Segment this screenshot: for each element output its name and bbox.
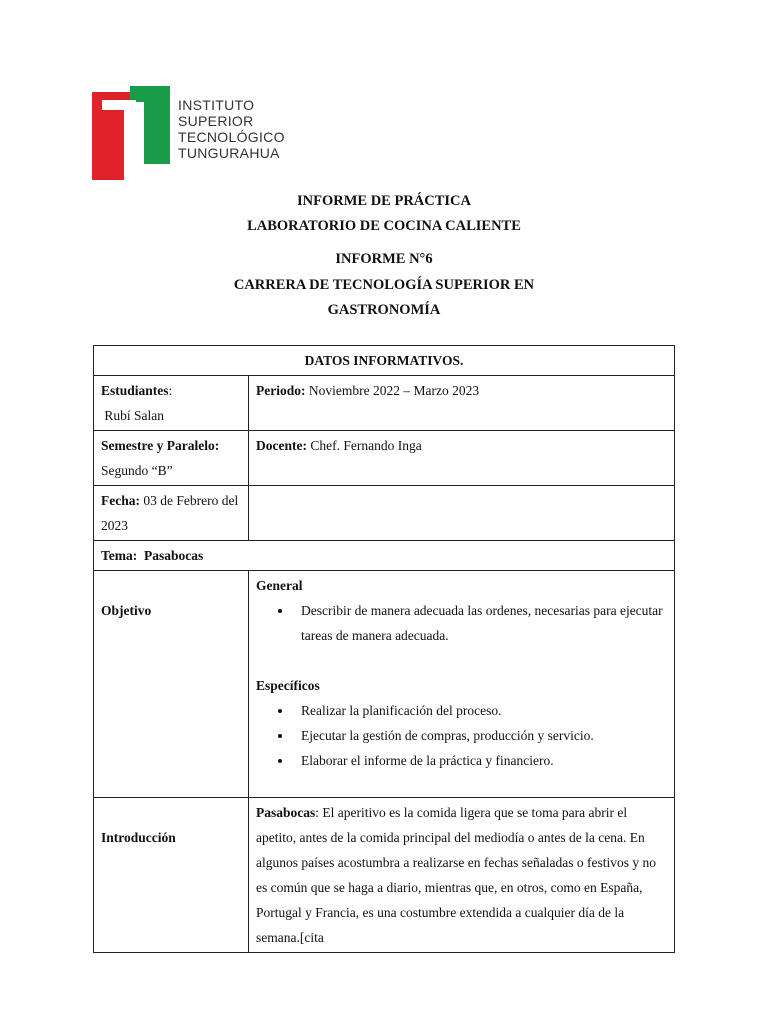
objective-label: Objetivo — [101, 603, 152, 618]
logo-green-bar — [130, 86, 170, 102]
career-title-line2: GASTRONOMÍA — [327, 302, 441, 318]
specific-item-1: Realizar la planificación del proceso. — [256, 698, 667, 723]
report-title: INFORME DE PRÁCTICA — [297, 193, 471, 209]
semester-cell — [94, 431, 249, 486]
section-title: DATOS INFORMATIVOS. — [94, 346, 675, 376]
logo-line-2: SUPERIOR — [178, 113, 254, 129]
period-label: Periodo: — [256, 383, 306, 398]
empty-cell — [249, 486, 675, 541]
info-table — [93, 345, 675, 953]
report-number: INFORME N°6 — [335, 251, 433, 267]
specific-item-2: Ejecutar la gestión de compras, producción y servicio. — [256, 723, 667, 748]
objective-content-cell — [249, 571, 675, 798]
semester-value: Segundo “B” — [101, 463, 173, 478]
students-label: Estudiantes — [101, 383, 169, 398]
specific-item-3: Elaborar el informe de la práctica y financiero. — [256, 748, 667, 773]
date-label: Fecha: — [101, 493, 140, 508]
students-cell: Estudiantes: Rubí Salan — [94, 376, 249, 431]
teacher-value: Chef. Fernando Inga — [306, 438, 422, 453]
intro-content-cell — [249, 798, 675, 953]
logo-text — [178, 97, 285, 161]
career-title-line1: CARRERA DE TECNOLOGÍA SUPERIOR EN — [233, 277, 535, 293]
teacher-cell — [249, 431, 675, 486]
semester-label: Semestre y Paralelo: — [101, 438, 220, 453]
period-value: Noviembre 2022 – Marzo 2023 — [305, 383, 480, 398]
lab-title: LABORATORIO DE COCINA CALIENTE — [247, 218, 521, 234]
logo-line-3: TECNOLÓGICO — [178, 129, 285, 145]
specific-label: Específicos — [256, 678, 320, 693]
date-value: 03 de Febrero del 2023 — [101, 493, 239, 533]
period-cell — [249, 376, 675, 431]
logo-line-4: TUNGURAHUA — [178, 145, 280, 161]
intro-term: Pasabocas — [256, 805, 316, 820]
logo-line-1: INSTITUTO — [178, 97, 255, 113]
general-label: General — [256, 578, 303, 593]
students-value: Rubí Salan — [104, 408, 164, 423]
date-cell — [94, 486, 249, 541]
topic-label: Tema: — [101, 548, 138, 563]
intro-label: Introducción — [101, 830, 176, 845]
teacher-label: Docente: — [256, 438, 307, 453]
intro-label-cell — [94, 798, 249, 953]
general-item: Describir de manera adecuada las ordenes, necesarias para ejecutar tareas de manera adecuada. — [256, 598, 667, 648]
objective-label-cell — [94, 571, 249, 798]
logo-green-stem — [144, 102, 170, 164]
intro-text: : El aperitivo es la comida ligera que se toma para abrir el apetito, antes de la comida principal del mediodía o antes de la cena. En algunos países acostumbra a realizarse en fechas señaladas o festivos y no es común que se haga a diario, mientras que, en otros, como en España, Portugal y Francia, es una costumbre extendida a cualquier día de la semana.[cita — [256, 805, 656, 945]
topic-cell — [94, 541, 675, 571]
topic-value: Pasabocas — [144, 548, 204, 563]
